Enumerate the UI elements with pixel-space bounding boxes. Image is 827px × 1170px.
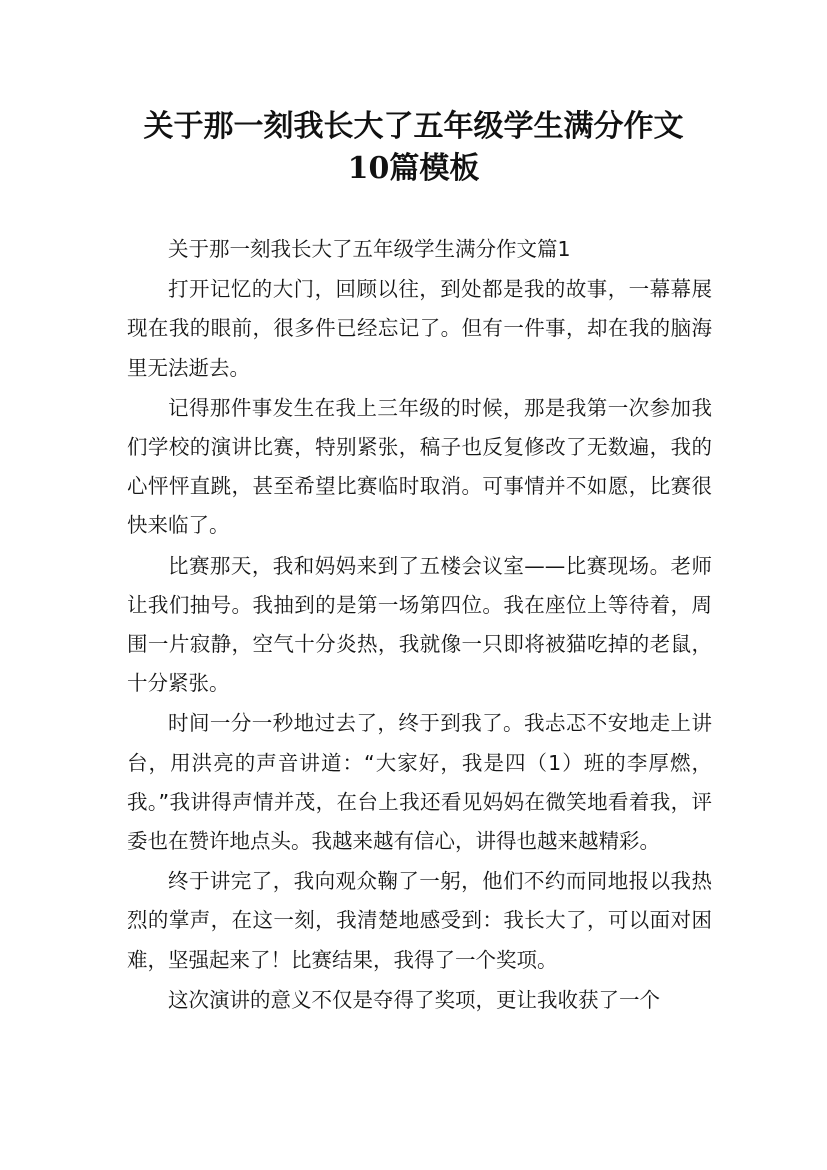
document-body — [127, 230, 712, 1020]
section-heading: 关于那一刻我长大了五年级学生满分作文篇1 — [168, 237, 571, 261]
document-title-line-2: 10篇模板 — [347, 151, 480, 186]
paragraph-4: 时间一分一秒地过去了，终于到我了。我忐忑不安地走上讲台，用洪亮的声音讲道：“大家好，我是四（1）班的李厚燃，我。”我讲得声情并茂，在台上我还看见妈妈在微笑地看着我，评委也在赞许地点头。我越来越有信心，讲得也越来越精彩。 — [127, 711, 712, 854]
paragraph-6: 这次演讲的意义不仅是夺得了奖项，更让我收获了一个 — [168, 987, 660, 1012]
paragraph-3: 比赛那天，我和妈妈来到了五楼会议室——比赛现场。老师让我们抽号。我抽到的是第一场第四位。我在座位上等待着，周围一片寂静，空气十分炎热，我就像一只即将被猫吃掉的老鼠，十分紧张。 — [127, 553, 712, 696]
paragraph-1: 打开记忆的大门，回顾以往，到处都是我的故事，一幕幕展现在我的眼前，很多件已经忘记了。但有一件事，却在我的脑海里无法逝去。 — [127, 277, 712, 380]
paragraph-5: 终于讲完了，我向观众鞠了一躬，他们不约而同地报以我热烈的掌声，在这一刻，我清楚地感受到：我长大了，可以面对困难，坚强起来了！比赛结果，我得了一个奖项。 — [127, 869, 712, 972]
document-title-line-1: 关于那一刻我长大了五年级学生满分作文 — [143, 109, 684, 144]
paragraph-2: 记得那件事发生在我上三年级的时候，那是我第一次参加我们学校的演讲比赛，特别紧张，稿子也反复修改了无数遍，我的心怦怦直跳，甚至希望比赛临时取消。可事情并不如愿，比赛很快来临了。 — [127, 395, 712, 538]
